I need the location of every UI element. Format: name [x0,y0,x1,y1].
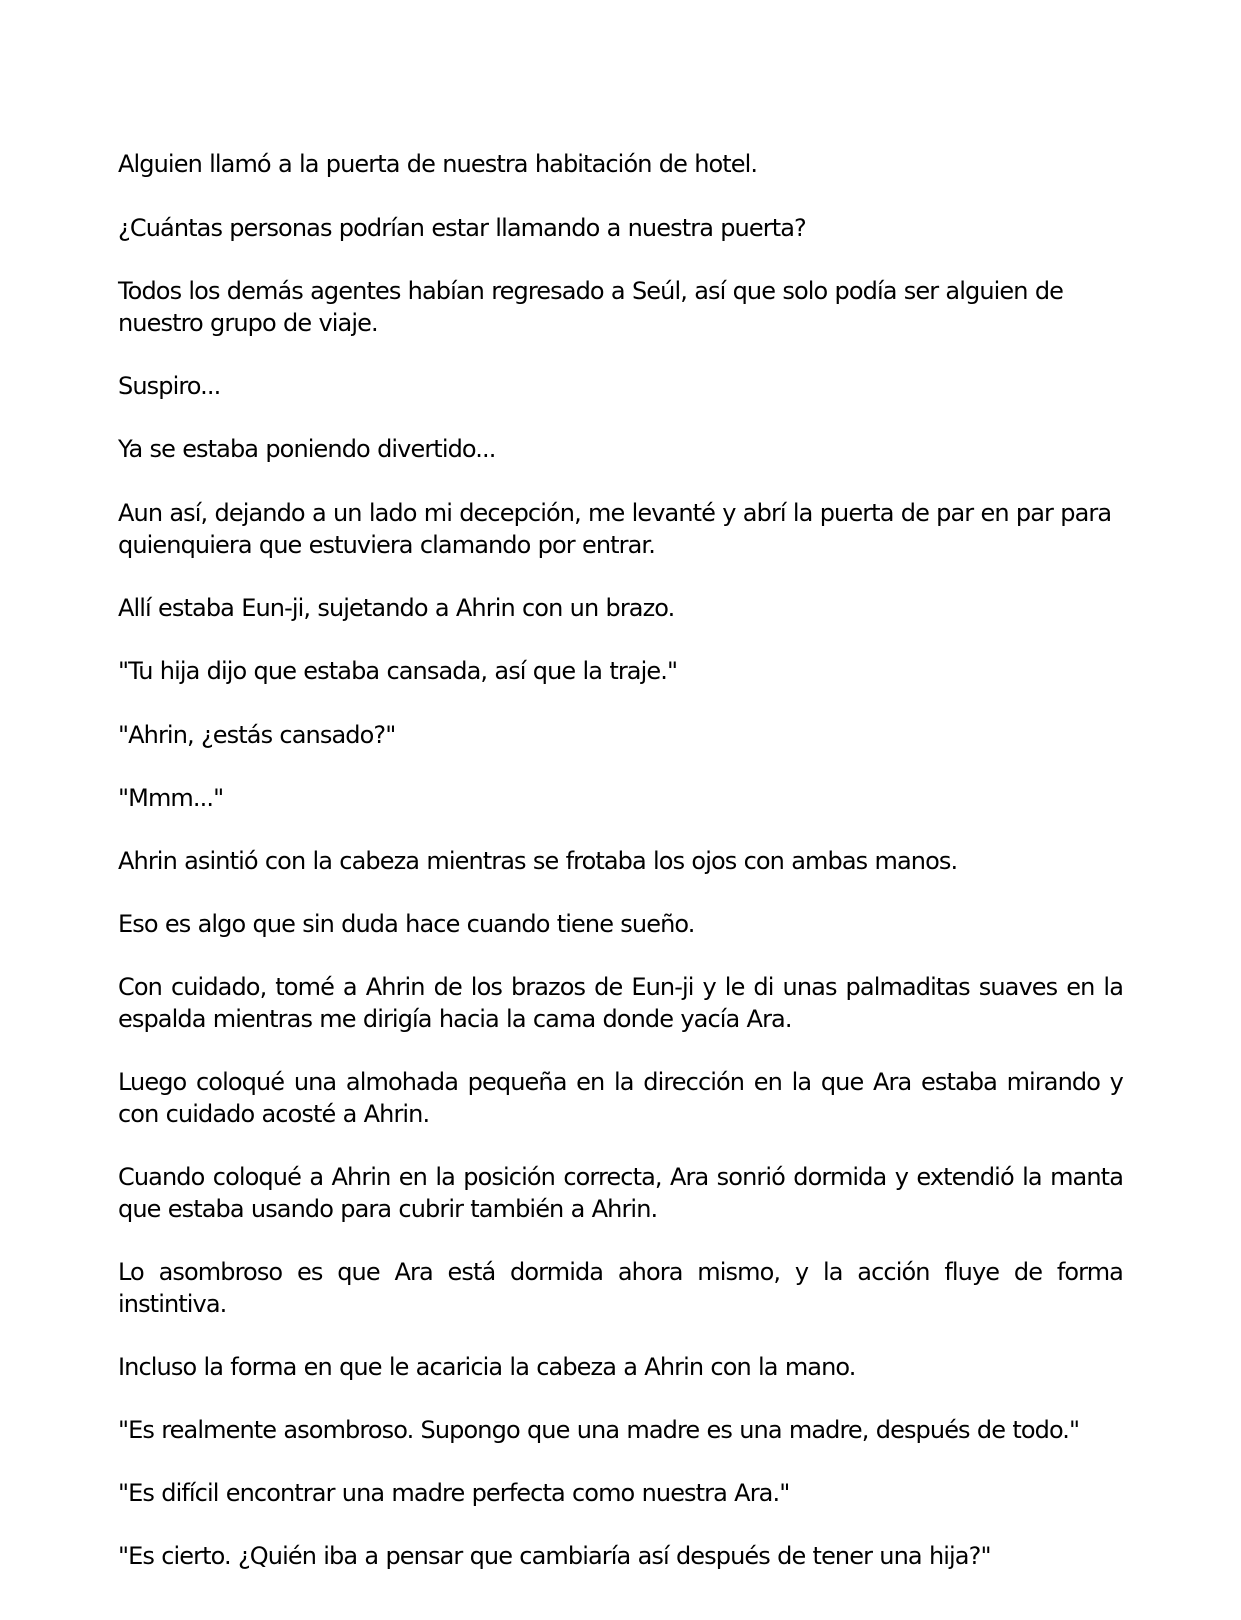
paragraph: "Es difícil encontrar una madre perfecta como nuestra Ara." [118,1479,790,1507]
paragraph: ¿Cuántas personas podrían estar llamando a nuestra puerta? [118,214,806,242]
paragraph: Lo asombroso es que Ara está dormida ahora mismo, y la acción fluye de forma instintiva. [118,1258,1123,1318]
paragraph: "Es cierto. ¿Quién iba a pensar que cambiaría así después de tener una hija?" [118,1542,991,1570]
paragraph: "Tu hija dijo que estaba cansada, así que la traje." [118,657,678,685]
paragraph: Luego coloqué una almohada pequeña en la dirección en la que Ara estaba mirando y con cuidado acosté a Ahrin. [118,1068,1123,1128]
paragraph: "Ahrin, ¿estás cansado?" [118,721,396,749]
paragraph: Aun así, dejando a un lado mi decepción, me levanté y abrí la puerta de par en par para quienquiera que estuviera clamando por entrar. [118,499,1112,559]
paragraph: Incluso la forma en que le acaricia la cabeza a Ahrin con la mano. [118,1353,856,1381]
paragraph: Ahrin asintió con la cabeza mientras se frotaba los ojos con ambas manos. [118,847,958,875]
paragraph: Cuando coloqué a Ahrin en la posición correcta, Ara sonrió dormida y extendió la manta que estaba usando para cubrir también a Ahrin. [118,1163,1123,1223]
paragraph: "Mmm..." [118,784,224,812]
paragraph: "Es realmente asombroso. Supongo que una madre es una madre, después de todo." [118,1416,1080,1444]
paragraph: Todos los demás agentes habían regresado a Seúl, así que solo podía ser alguien de nuestro grupo de viaje. [118,277,1064,337]
paragraph: Ya se estaba poniendo divertido... [118,435,496,463]
paragraph: Suspiro... [118,372,221,400]
paragraph: Alguien llamó a la puerta de nuestra habitación de hotel. [118,150,758,178]
paragraph: Allí estaba Eun-ji, sujetando a Ahrin con un brazo. [118,594,675,622]
paragraph: Eso es algo que sin duda hace cuando tiene sueño. [118,910,695,938]
paragraph: Con cuidado, tomé a Ahrin de los brazos de Eun-ji y le di unas palmaditas suaves en la espalda mientras me dirigía hacia la cama donde yacía Ara. [118,973,1123,1033]
